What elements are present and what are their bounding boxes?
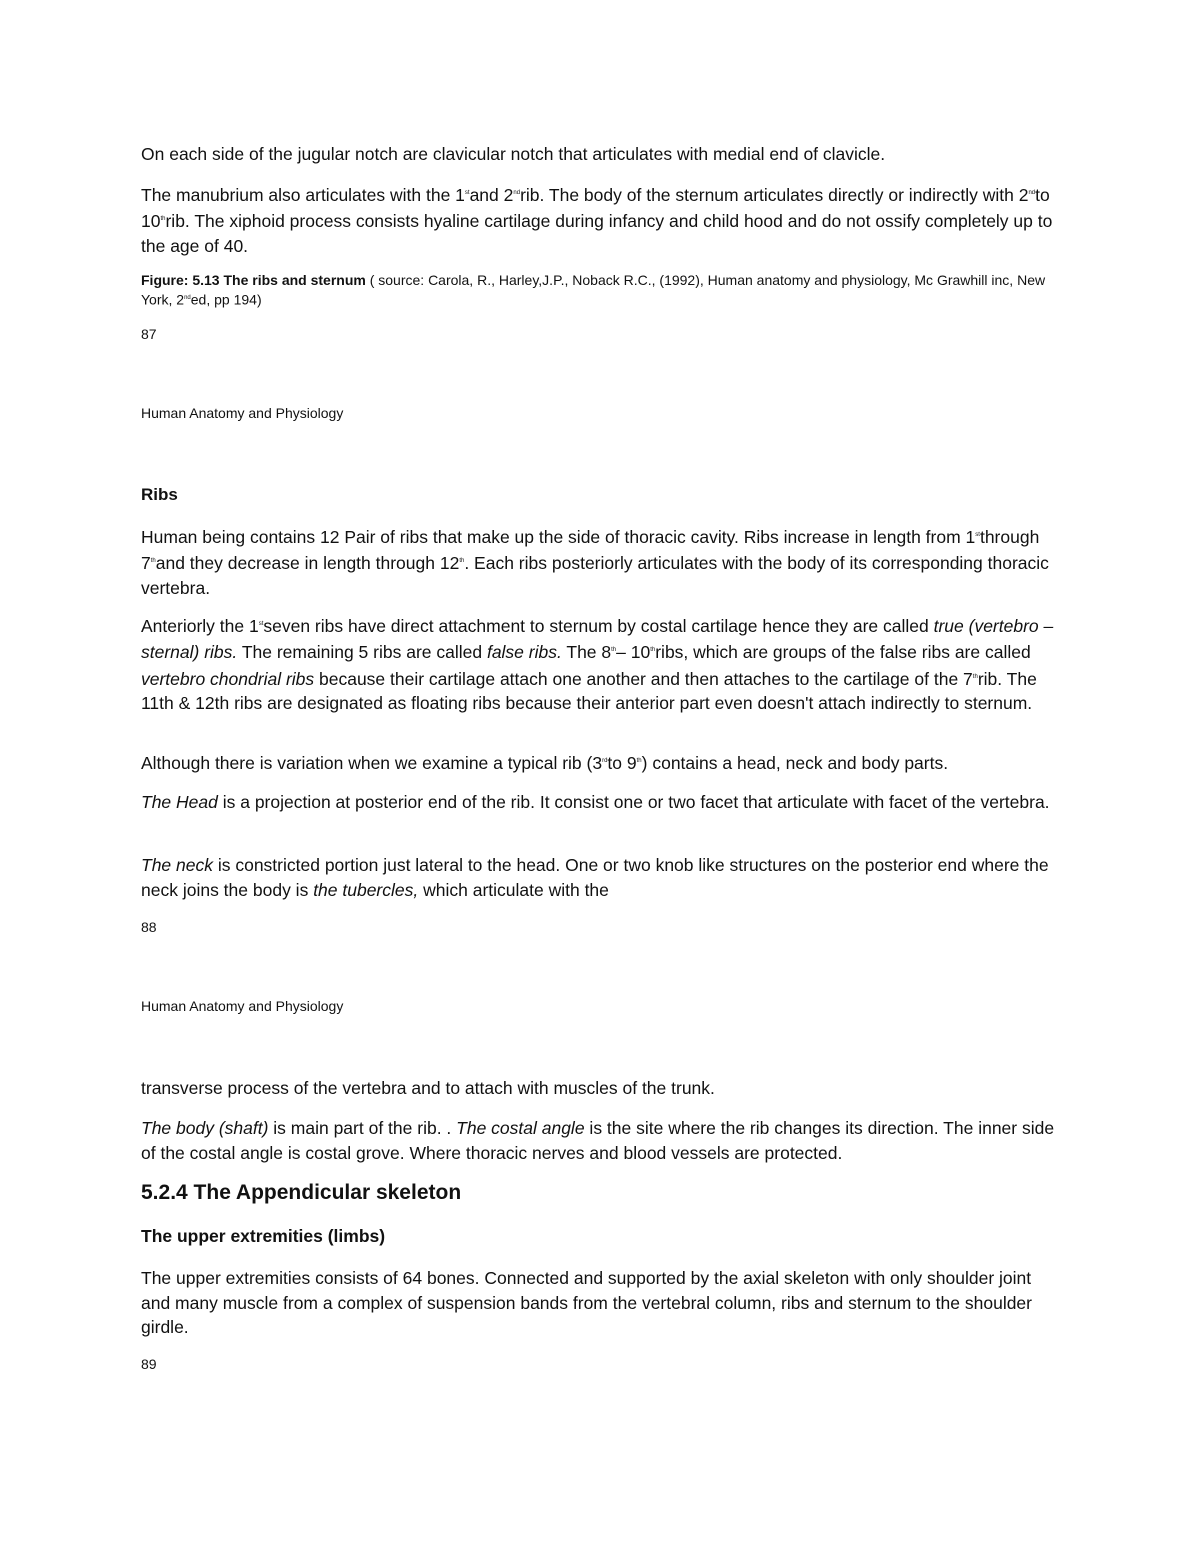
running-header: Human Anatomy and Physiology <box>141 998 344 1014</box>
paragraph-rib-types: Anteriorly the 1stseven ribs have direct attachment to sternum by costal cartilage hence they are called true (vertebro – sternal) ribs. The remaining 5 ribs are called false ribs. The 8th– 10thribs, which are groups of the false ribs are called vertebro chondrial ribs because their cartilage attach one another and then attaches to the cartilage of the 7thrib. The 11th & 12th ribs are designated as floating ribs because their anterior part even doesn't attach indirectly to sternum. <box>141 615 1054 713</box>
figure-caption: Figure: 5.13 The ribs and sternum ( source: Carola, R., Harley,J.P., Noback R.C., (1992), Human anatomy and physiology, Mc Grawhill inc, New York, 2nded, pp 194) <box>141 272 1046 308</box>
page-number-88: 88 <box>141 919 157 935</box>
page-number-89: 89 <box>141 1356 157 1372</box>
paragraph-upper-extremities: The upper extremities consists of 64 bones. Connected and supported by the axial skeleton with only shoulder joint and many muscle from a complex of suspension bands from the vertebral column, ribs and sternum to the shoulder girdle. <box>141 1268 1032 1337</box>
section-heading-appendicular: 5.2.4 The Appendicular skeleton <box>141 1181 462 1204</box>
paragraph-rib-neck: The neck is constricted portion just lateral to the head. One or two knob like structures on the posterior end where the neck joins the body is the tubercles, which articulate with the <box>141 855 1049 900</box>
paragraph-clavicular-notch: On each side of the jugular notch are clavicular notch that articulates with medial end of clavicle. <box>141 144 886 164</box>
subheading-upper-extremities: The upper extremities (limbs) <box>141 1226 386 1246</box>
section-heading-ribs: Ribs <box>141 485 178 504</box>
running-header: Human Anatomy and Physiology <box>141 405 344 421</box>
paragraph-typical-rib: Although there is variation when we examine a typical rib (3rdto 9th) contains a head, neck and body parts. <box>141 752 949 773</box>
paragraph-ribs-count: Human being contains 12 Pair of ribs that make up the side of thoracic cavity. Ribs increase in length from 1stthrough 7thand they decrease in length through 12th. Each ribs posteriorly articulates with the body of its corresponding thoracic vertebra. <box>141 526 1049 598</box>
paragraph-transverse-process: transverse process of the vertebra and to attach with muscles of the trunk. <box>141 1078 715 1098</box>
paragraph-rib-body: The body (shaft) is main part of the rib. . The costal angle is the site where the rib changes its direction. The inner side of the costal angle is costal grove. Where thoracic nerves and blood vessels are protected. <box>141 1118 1055 1163</box>
figure-label: Figure: 5.13 The ribs and sternum <box>141 272 366 288</box>
paragraph-rib-head: The Head is a projection at posterior end of the rib. It consist one or two facet that articulate with facet of the vertebra. <box>141 792 1050 812</box>
paragraph-manubrium: The manubrium also articulates with the 1stand 2ndrib. The body of the sternum articulates directly or indirectly with 2ndto 10thrib. The xiphoid process consists hyaline cartilage during infancy and child hood and do not ossify completely up to the age of 40. <box>141 184 1053 256</box>
page-number-87: 87 <box>141 326 157 342</box>
